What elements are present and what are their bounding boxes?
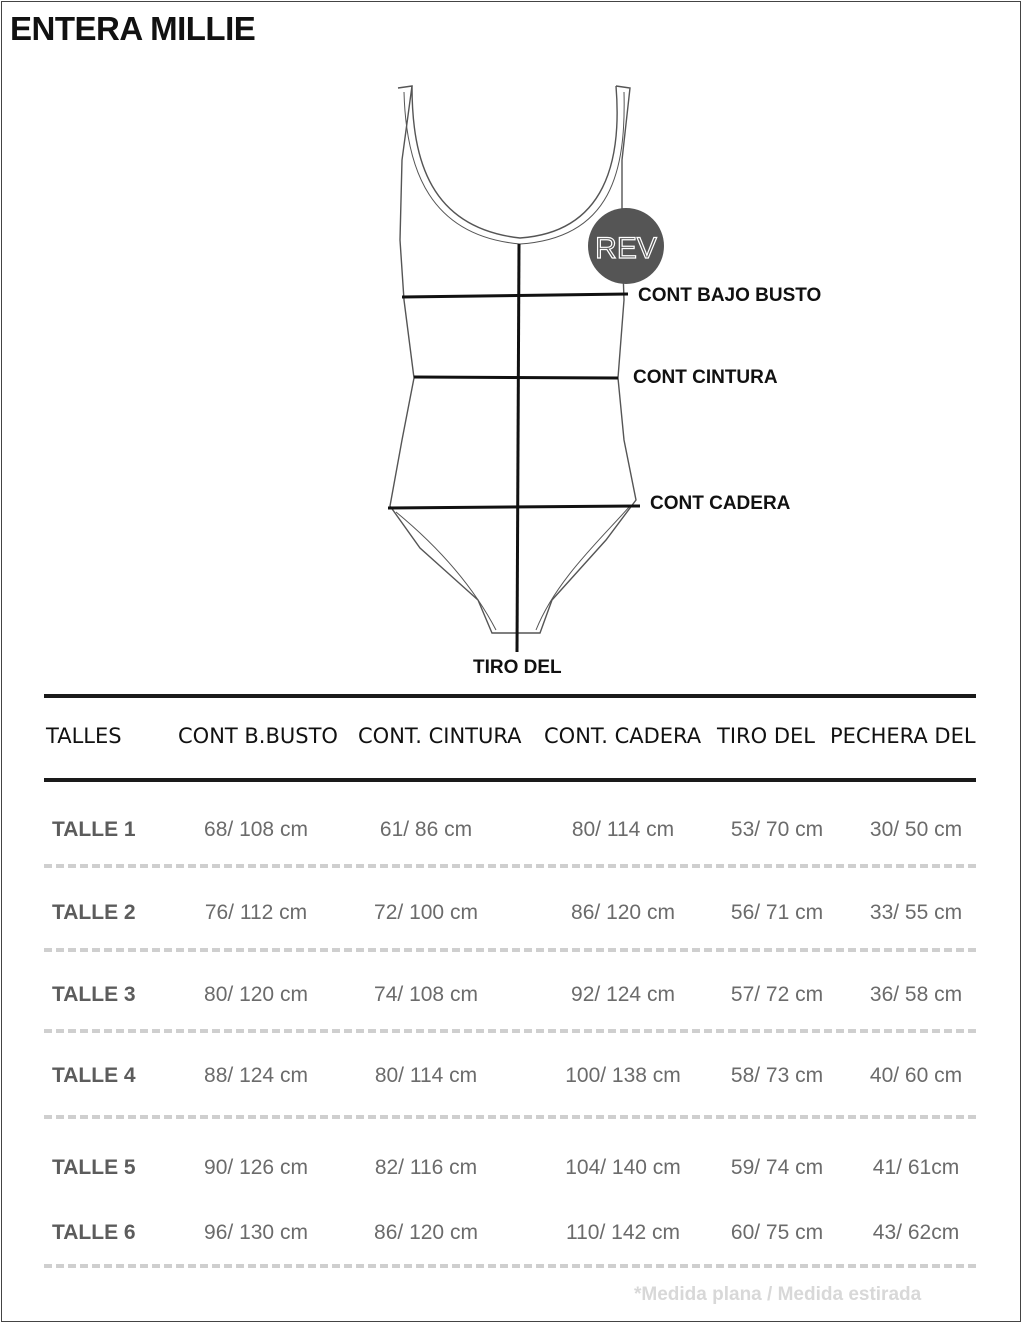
bust-cell: 76/ 112 cm	[204, 901, 308, 924]
header-hip: CONT. CADERA	[544, 724, 702, 748]
hip-cell: 86/ 120 cm	[571, 901, 675, 924]
waist-cell: 72/ 100 cm	[374, 901, 478, 924]
bust-cell: 96/ 130 cm	[204, 1221, 308, 1244]
rev-badge: REV	[595, 232, 657, 265]
rise-cell: 53/ 70 cm	[730, 818, 824, 841]
row-divider	[44, 948, 976, 952]
label-waist: CONT CINTURA	[633, 367, 778, 388]
table-row	[0, 901, 1024, 941]
chest-cell: 36/ 58 cm	[869, 983, 963, 1006]
row-divider	[44, 1264, 976, 1268]
bust-cell: 80/ 120 cm	[204, 983, 308, 1006]
rise-cell: 59/ 74 cm	[730, 1156, 824, 1179]
table-header-rule	[44, 778, 976, 782]
row-divider	[44, 1029, 976, 1033]
row-divider	[44, 1115, 976, 1119]
size-cell: TALLE 1	[52, 818, 136, 841]
size-cell: TALLE 3	[52, 983, 136, 1006]
size-cell: TALLE 4	[52, 1064, 136, 1087]
waist-cell: 80/ 114 cm	[374, 1064, 478, 1087]
size-cell: TALLE 5	[52, 1156, 136, 1179]
header-rise: TIRO DEL	[717, 724, 815, 748]
header-waist: CONT. CINTURA	[358, 724, 522, 748]
rise-cell: 56/ 71 cm	[730, 901, 824, 924]
footnote: *Medida plana / Medida estirada	[634, 1284, 922, 1305]
rise-measure-line	[517, 244, 519, 652]
page-title: ENTERA MILLIE	[10, 10, 256, 47]
rise-cell: 60/ 75 cm	[730, 1221, 824, 1244]
rise-cell: 58/ 73 cm	[730, 1064, 824, 1087]
chest-cell: 41/ 61cm	[872, 1156, 960, 1179]
hip-cell: 110/ 142 cm	[565, 1221, 681, 1244]
bust-cell: 90/ 126 cm	[204, 1156, 308, 1179]
label-bust: CONT BAJO BUSTO	[638, 285, 822, 306]
table-row	[0, 1064, 1024, 1104]
table-row	[0, 983, 1024, 1023]
chest-cell: 40/ 60 cm	[869, 1064, 963, 1087]
header-bust: CONT B.BUSTO	[178, 724, 338, 748]
hip-cell: 104/ 140 cm	[565, 1156, 681, 1179]
table-top-rule	[44, 694, 976, 698]
waist-cell: 86/ 120 cm	[374, 1221, 478, 1244]
waist-measure-line	[414, 377, 618, 378]
header-chest: PECHERA DEL	[830, 724, 976, 748]
label-hip: CONT CADERA	[650, 493, 791, 514]
size-cell: TALLE 6	[52, 1221, 136, 1244]
hip-cell: 100/ 138 cm	[565, 1064, 681, 1087]
bust-cell: 88/ 124 cm	[204, 1064, 308, 1087]
waist-cell: 61/ 86 cm	[379, 818, 473, 841]
bust-cell: 68/ 108 cm	[204, 818, 308, 841]
waist-cell: 74/ 108 cm	[374, 983, 478, 1006]
size-cell: TALLE 2	[52, 901, 136, 924]
header-sizes: TALLES	[46, 724, 122, 748]
hip-cell: 80/ 114 cm	[571, 818, 675, 841]
hip-measure-line	[388, 506, 640, 508]
table-row	[0, 1221, 1024, 1261]
table-row	[0, 1156, 1024, 1196]
swimsuit-outline	[390, 86, 636, 633]
row-divider	[44, 864, 976, 868]
bust-measure-line	[402, 294, 628, 297]
table-row	[0, 818, 1024, 858]
hip-cell: 92/ 124 cm	[571, 983, 675, 1006]
rise-cell: 57/ 72 cm	[730, 983, 824, 1006]
chest-cell: 30/ 50 cm	[869, 818, 963, 841]
label-rise: TIRO DEL	[473, 657, 562, 678]
chest-cell: 33/ 55 cm	[869, 901, 963, 924]
waist-cell: 82/ 116 cm	[374, 1156, 478, 1179]
chest-cell: 43/ 62cm	[872, 1221, 960, 1244]
